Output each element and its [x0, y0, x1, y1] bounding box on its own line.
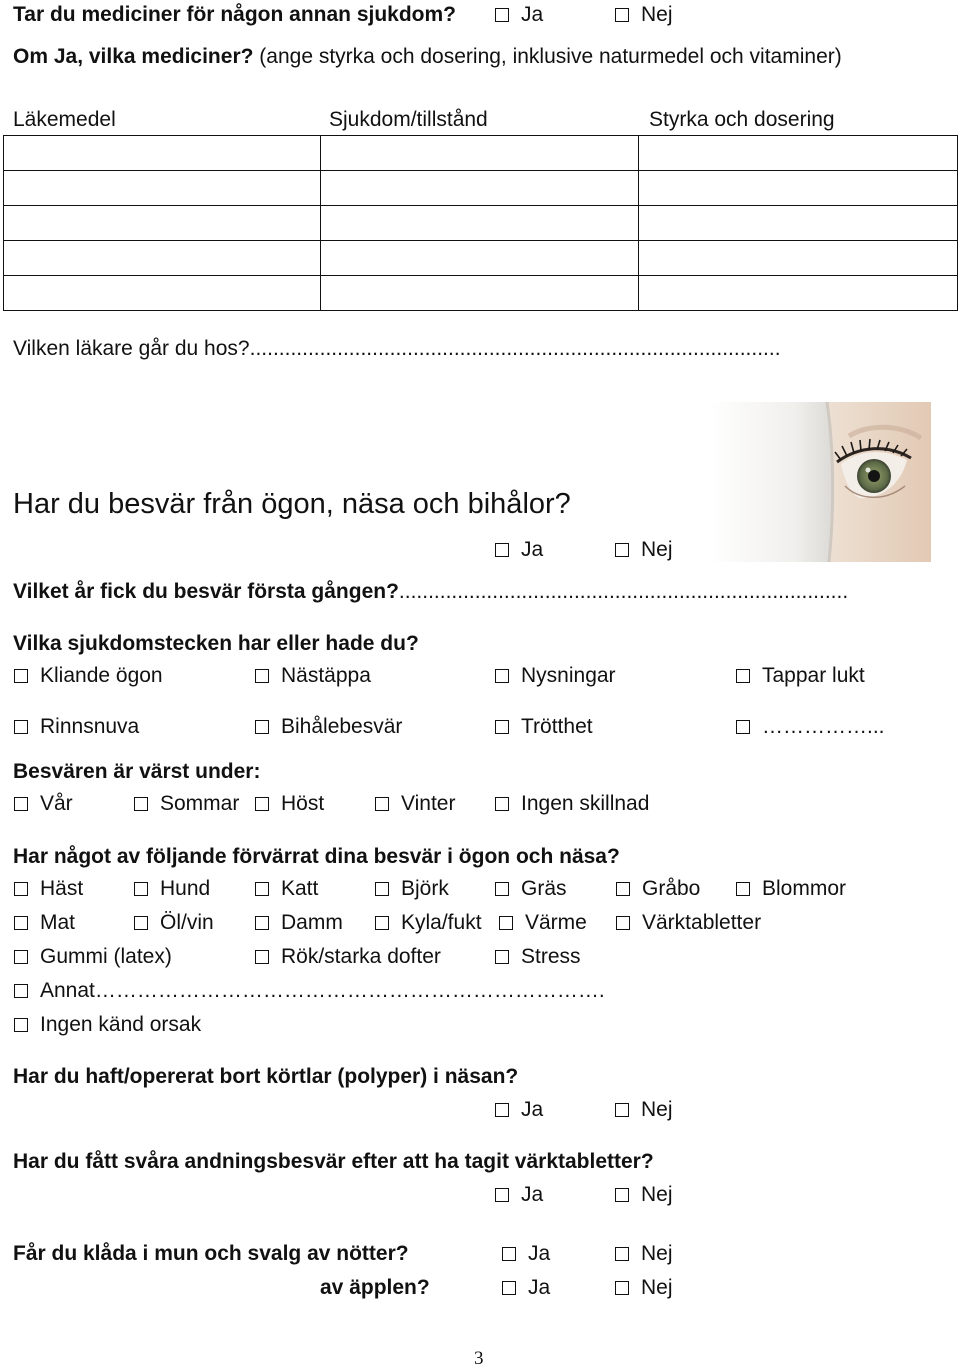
checkbox-box[interactable] — [134, 882, 148, 896]
checkbox-box[interactable] — [495, 1103, 509, 1117]
checkbox-other-meds-no[interactable] — [615, 3, 673, 27]
eye-photo — [709, 402, 931, 562]
table-cell[interactable] — [321, 276, 639, 311]
polyps-question: Har du haft/opererat bort körtlar (polyper) i näsan? — [13, 1065, 519, 1088]
checkbox-label: Nej — [641, 1183, 673, 1206]
table-cell[interactable] — [639, 276, 958, 311]
first-year-fill[interactable]: ............................................................................. — [398, 580, 849, 603]
table-row — [4, 136, 958, 171]
checkbox-box[interactable] — [615, 8, 629, 22]
table-cell[interactable] — [4, 276, 321, 311]
checkbox-box[interactable] — [495, 669, 509, 683]
table-cell[interactable] — [4, 171, 321, 206]
checkbox-polyps-yes[interactable] — [495, 1098, 543, 1122]
checkbox-label: Värktabletter — [642, 911, 762, 934]
checkbox-box[interactable] — [615, 543, 629, 557]
table-cell[interactable] — [321, 241, 639, 276]
checkbox-no-known-cause[interactable] — [14, 1013, 201, 1037]
checkbox-label: Damm — [281, 911, 343, 934]
checkbox-label: Nästäppa — [281, 664, 371, 687]
checkbox-box[interactable] — [14, 882, 28, 896]
checkbox-box[interactable] — [736, 669, 750, 683]
itch-nuts-question: Får du klåda i mun och svalg av nötter? — [13, 1242, 409, 1265]
checkbox-label: Katt — [281, 877, 319, 900]
worst-season-title: Besvären är värst under: — [13, 760, 261, 783]
checkbox-cold-damp[interactable] — [375, 911, 482, 935]
table-header-condition: Sjukdom/tillstånd — [329, 108, 488, 131]
checkbox-box[interactable] — [255, 797, 269, 811]
checkbox-box[interactable] — [375, 916, 389, 930]
checkbox-sneezing[interactable] — [495, 664, 616, 688]
checkbox-label: Nej — [641, 1098, 673, 1121]
checkbox-box[interactable] — [134, 916, 148, 930]
checkbox-breathing-yes[interactable] — [495, 1183, 543, 1207]
checkbox-cat[interactable] — [255, 877, 318, 901]
checkbox-label: Rök/starka dofter — [281, 945, 441, 968]
checkbox-grass[interactable] — [495, 877, 567, 901]
checkbox-box[interactable] — [255, 669, 269, 683]
checkbox-breathing-no[interactable] — [615, 1183, 673, 1207]
checkbox-box[interactable] — [615, 1247, 629, 1261]
checkbox-box[interactable] — [14, 1018, 28, 1032]
checkbox-rubber-latex[interactable] — [14, 945, 172, 969]
checkbox-box[interactable] — [134, 797, 148, 811]
checkbox-box[interactable] — [14, 669, 28, 683]
aggravators-title: Har något av följande förvärrat dina besvär i ögon och näsa? — [13, 845, 620, 868]
checkbox-label: Nysningar — [521, 664, 616, 687]
checkbox-box[interactable] — [255, 882, 269, 896]
checkbox-box[interactable] — [14, 720, 28, 734]
checkbox-box[interactable] — [255, 950, 269, 964]
checkbox-runny-nose[interactable] — [14, 715, 139, 739]
checkbox-label: Trötthet — [521, 715, 593, 738]
checkbox-label: Ja — [521, 538, 544, 561]
doctor-line — [13, 337, 781, 361]
checkbox-label: Nej — [641, 3, 673, 26]
checkbox-no-difference[interactable] — [495, 792, 649, 816]
checkbox-label: Nej — [641, 1242, 673, 1265]
table-cell[interactable] — [4, 241, 321, 276]
table-cell[interactable] — [321, 171, 639, 206]
checkbox-label: Sommar — [160, 792, 240, 815]
checkbox-label: Gråbo — [642, 877, 701, 900]
table-row — [4, 206, 958, 241]
checkbox-box[interactable] — [495, 8, 509, 22]
checkbox-label: Kyla/fukt — [401, 911, 482, 934]
checkbox-box[interactable] — [615, 1188, 629, 1202]
first-year-line — [13, 580, 848, 604]
question-other-medications: Tar du mediciner för någon annan sjukdom? — [13, 3, 456, 26]
table-cell[interactable] — [639, 136, 958, 171]
checkbox-other-meds-yes[interactable] — [495, 3, 543, 27]
checkbox-section-no[interactable] — [615, 538, 673, 562]
checkbox-heat[interactable] — [499, 911, 587, 935]
checkbox-label: Ja — [521, 3, 544, 26]
table-row — [4, 241, 958, 276]
checkbox-box[interactable] — [14, 950, 28, 964]
checkbox-label: Vinter — [401, 792, 456, 815]
table-cell[interactable] — [639, 206, 958, 241]
checkbox-label: Ingen skillnad — [521, 792, 650, 815]
which-medications-question: Om Ja, vilka mediciner? — [13, 45, 254, 68]
medications-table — [3, 135, 958, 311]
table-cell[interactable] — [4, 136, 321, 171]
table-row — [4, 276, 958, 311]
checkbox-apples-no[interactable] — [615, 1276, 673, 1300]
checkbox-dog[interactable] — [134, 877, 210, 901]
itch-apples-question: av äpplen? — [320, 1276, 430, 1299]
checkbox-box[interactable] — [615, 1103, 629, 1117]
checkbox-mugwort[interactable] — [616, 877, 700, 901]
checkbox-itchy-eyes[interactable] — [14, 664, 163, 688]
checkbox-label: Gräs — [521, 877, 567, 900]
checkbox-label: Annat………………………………………………………………. — [40, 979, 605, 1002]
breathing-question: Har du fått svåra andningsbesvär efter att ha tagit värktabletter? — [13, 1150, 654, 1173]
first-year-label: Vilket år fick du besvär första gången? — [13, 580, 399, 603]
checkbox-box[interactable] — [375, 797, 389, 811]
table-cell[interactable] — [321, 206, 639, 241]
checkbox-winter[interactable] — [375, 792, 455, 816]
checkbox-box[interactable] — [495, 950, 509, 964]
checkbox-label: Ingen känd orsak — [40, 1013, 202, 1036]
table-cell[interactable] — [321, 136, 639, 171]
checkbox-label: Ja — [521, 1098, 544, 1121]
checkbox-birch[interactable] — [375, 877, 449, 901]
checkbox-box[interactable] — [495, 720, 509, 734]
table-cell[interactable] — [4, 206, 321, 241]
symptoms-title: Vilka sjukdomstecken har eller hade du? — [13, 632, 419, 655]
checkbox-box[interactable] — [502, 1281, 516, 1295]
checkbox-label: Stress — [521, 945, 581, 968]
checkbox-fatigue[interactable] — [495, 715, 593, 739]
checkbox-box[interactable] — [495, 1188, 509, 1202]
checkbox-beer-wine[interactable] — [134, 911, 214, 935]
checkbox-summer[interactable] — [134, 792, 239, 816]
checkbox-label: Bihålebesvär — [281, 715, 403, 738]
checkbox-box[interactable] — [14, 797, 28, 811]
table-row — [4, 171, 958, 206]
which-medications-line — [13, 45, 842, 69]
page-number: 3 — [474, 1348, 484, 1369]
checkbox-nuts-no[interactable] — [615, 1242, 673, 1266]
checkbox-label: Gummi (latex) — [40, 945, 172, 968]
checkbox-label: Höst — [281, 792, 325, 815]
doctor-label: Vilken läkare går du hos? — [13, 337, 250, 360]
checkbox-label: Ja — [528, 1276, 551, 1299]
checkbox-label: Ja — [521, 1183, 544, 1206]
checkbox-painkillers[interactable] — [616, 911, 761, 935]
checkbox-box[interactable] — [14, 916, 28, 930]
checkbox-loss-of-smell[interactable] — [736, 664, 865, 688]
checkbox-box[interactable] — [14, 984, 28, 998]
checkbox-flowers[interactable] — [736, 877, 846, 901]
checkbox-box[interactable] — [502, 1247, 516, 1261]
checkbox-box[interactable] — [495, 882, 509, 896]
table-header-dosage: Styrka och dosering — [649, 108, 835, 131]
checkbox-box[interactable] — [736, 720, 750, 734]
which-medications-instruction: (ange styrka och dosering, inklusive naturmedel och vitaminer) — [253, 45, 842, 68]
checkbox-label: Tappar lukt — [762, 664, 865, 687]
checkbox-label: Häst — [40, 877, 84, 900]
checkbox-label: Mat — [40, 911, 76, 934]
checkbox-box[interactable] — [255, 916, 269, 930]
checkbox-label: Värme — [525, 911, 587, 934]
doctor-fill[interactable]: ........................................................................................... — [249, 337, 781, 360]
checkbox-spring[interactable] — [14, 792, 73, 816]
checkbox-nasal-congestion[interactable] — [255, 664, 371, 688]
checkbox-label: Nej — [641, 1276, 673, 1299]
checkbox-label: Rinnsnuva — [40, 715, 140, 738]
checkbox-label: Kliande ögon — [40, 664, 163, 687]
checkbox-stress[interactable] — [495, 945, 581, 969]
checkbox-label: Nej — [641, 538, 673, 561]
checkbox-box[interactable] — [616, 916, 630, 930]
checkbox-box[interactable] — [495, 797, 509, 811]
checkbox-autumn[interactable] — [255, 792, 324, 816]
checkbox-box[interactable] — [495, 543, 509, 557]
checkbox-label: ……………... — [762, 715, 885, 738]
checkbox-nuts-yes[interactable] — [502, 1242, 550, 1266]
checkbox-box[interactable] — [736, 882, 750, 896]
checkbox-polyps-no[interactable] — [615, 1098, 673, 1122]
checkbox-sinus-problems[interactable] — [255, 715, 402, 739]
checkbox-dust[interactable] — [255, 911, 343, 935]
checkbox-box[interactable] — [375, 882, 389, 896]
checkbox-box[interactable] — [615, 1281, 629, 1295]
checkbox-label: Björk — [401, 877, 449, 900]
checkbox-section-yes[interactable] — [495, 538, 543, 562]
checkbox-other-symptom[interactable] — [736, 715, 885, 739]
checkbox-label: Hund — [160, 877, 211, 900]
table-cell[interactable] — [639, 241, 958, 276]
checkbox-horse[interactable] — [14, 877, 83, 901]
checkbox-label: Vår — [40, 792, 73, 815]
section-title-eyes-nose-sinuses: Har du besvär från ögon, näsa och bihålor? — [13, 488, 571, 520]
checkbox-label: Öl/vin — [160, 911, 214, 934]
checkbox-other-cause[interactable] — [14, 979, 605, 1003]
table-header-medicine: Läkemedel — [13, 108, 116, 131]
checkbox-smoke-odors[interactable] — [255, 945, 441, 969]
checkbox-box[interactable] — [616, 882, 630, 896]
checkbox-apples-yes[interactable] — [502, 1276, 550, 1300]
checkbox-box[interactable] — [499, 916, 513, 930]
checkbox-label: Blommor — [762, 877, 847, 900]
checkbox-label: Ja — [528, 1242, 551, 1265]
checkbox-box[interactable] — [255, 720, 269, 734]
checkbox-food[interactable] — [14, 911, 75, 935]
eye-illustration — [709, 402, 931, 562]
table-cell[interactable] — [639, 171, 958, 206]
